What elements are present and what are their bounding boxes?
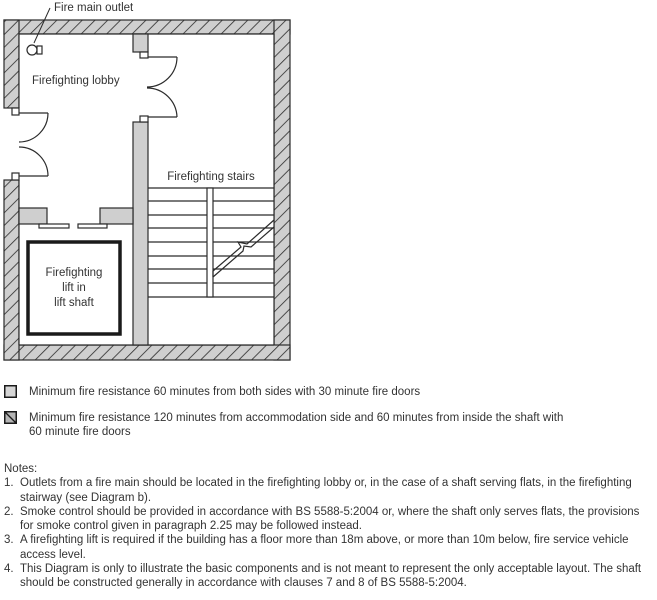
notes-section	[4, 462, 656, 591]
note-item	[4, 476, 656, 505]
door-stop	[12, 173, 19, 180]
legend-text-60min: Minimum fire resistance 60 minutes from both sides with 30 minute fire doors	[29, 386, 421, 398]
lift-label-line3: lift shaft	[54, 297, 94, 309]
legend-text-120min-line1: Minimum fire resistance 120 minutes from accommodation side and 60 minutes from inside the shaft with	[29, 412, 564, 424]
fire-main-outlet-icon	[27, 45, 42, 55]
note-number: 1.	[4, 477, 14, 490]
note-text: A firefighting lift is required if the building has a floor more than 18m above, or more than 10m below, fire service vehicle access level.	[20, 534, 629, 561]
note-item	[4, 533, 656, 562]
note-item	[4, 562, 656, 591]
note-item	[4, 505, 656, 534]
door-stop	[140, 116, 148, 122]
firefighting-stairs-label: Firefighting stairs	[167, 171, 255, 183]
legend-item-60min	[4, 385, 420, 399]
plain-grey-swatch-icon	[4, 385, 17, 398]
note-text: Outlets from a fire main should be located in the firefighting lobby or, in the case of a shaft serving flats, in the firefighting stairway (see Diagram b).	[20, 477, 632, 504]
door-stop	[12, 108, 19, 115]
note-number: 2.	[4, 505, 14, 518]
legend-item-120min	[4, 411, 563, 439]
legend-text-120min-line2: 60 minute fire doors	[29, 426, 131, 438]
note-number: 3.	[4, 534, 14, 547]
lift-label-line2: lift in	[62, 282, 86, 294]
note-text: This Diagram is only to illustrate the basic components and is not meant to represent the only acceptable layout. The shaft should be constructed generally in accordance with clauses 7 and 8 of BS 5588-5:2004.	[20, 563, 642, 590]
stair-handrail	[207, 188, 213, 297]
firefighting-lobby-label: Firefighting lobby	[32, 75, 120, 87]
fire-main-outlet-label: Fire main outlet	[54, 2, 134, 14]
firefighting-shaft-plan	[0, 0, 300, 370]
note-number: 4.	[4, 563, 14, 576]
notes-title: Notes:	[4, 463, 38, 475]
note-text: Smoke control should be provided in accordance with BS 5588-5:2004 or, where the shaft only serves flats, the provisions for smoke control given in paragraph 2.25 may be followed instead.	[20, 505, 640, 533]
door-stop	[140, 52, 148, 58]
lift-label-line1: Firefighting	[45, 267, 103, 279]
hatched-swatch-icon	[4, 411, 17, 424]
